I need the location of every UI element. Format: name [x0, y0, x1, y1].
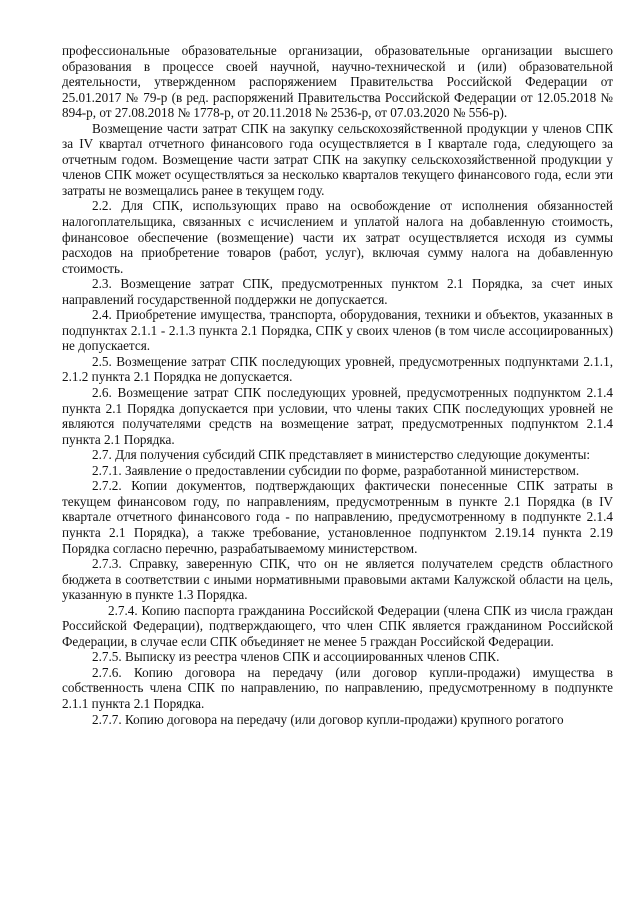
paragraph-continuation: профессиональные образовательные организации, образовательные организации высшего образования в процессе своей научной, научно-технической и (или) образовательной деятельности, утвержденном распоряжением Правительства Российской Федерации от 25.01.2017 № 79-р (в ред. распоряжений Правительства Российской Федерации от 12.05.2018 № 894-р, от 27.08.2018 № 1778-р, от 20.11.2018 № 2536-р, от 07.03.2020 № 556-р).	[62, 43, 613, 121]
paragraph-2-5: 2.5. Возмещение затрат СПК последующих уровней, предусмотренных подпунктами 2.1.1, 2.1.2 пункта 2.1 Порядка не допускается.	[62, 353, 613, 385]
paragraph-2-2: 2.2. Для СПК, использующих право на освобождение от исполнения обязанностей налогоплательщика, связанных с исчислением и уплатой налога на добавленную стоимость, финансовое обеспечение (возмещение) части их затрат осуществляется исходя из суммы расходов на приобретение товаров (работ, услуг), включая сумму налога на добавленную стоимость.	[62, 198, 613, 276]
paragraph-2-4: 2.4. Приобретение имущества, транспорта, оборудования, техники и объектов, указанных в подпунктах 2.1.1 - 2.1.3 пункта 2.1 Порядка, СПК у своих членов (в том числе ассоциированных) не допускается.	[62, 307, 613, 354]
document-body	[62, 43, 613, 727]
paragraph-2-3: 2.3. Возмещение затрат СПК, предусмотренных пунктом 2.1 Порядка, за счет иных направлений государственной поддержки не допускается.	[62, 276, 613, 307]
paragraph-2-7-3: 2.7.3. Справку, заверенную СПК, что он не является получателем средств областного бюджета в соответствии с иными нормативными правовыми актами Калужской области на цель, указанную в пункте 1.3 Порядка.	[62, 556, 613, 603]
paragraph-2-7-1: 2.7.1. Заявление о предоставлении субсидии по форме, разработанной министерством.	[92, 462, 580, 478]
paragraph-2-7-5: 2.7.5. Выписку из реестра членов СПК и ассоциированных членов СПК.	[92, 649, 500, 665]
paragraph-2-7-4: 2.7.4. Копию паспорта гражданина Российской Федерации (члена СПК из числа граждан Российской Федерации), подтверждающего, что член СПК является гражданином Российской Федерации, в случае если СПК объединяет не менее 5 граждан Российской Федерации.	[62, 602, 613, 649]
paragraph-2-7: 2.7. Для получения субсидий СПК представляет в министерство следующие документы:	[92, 447, 591, 463]
paragraph-2-7-6: 2.7.6. Копию договора на передачу (или договор купли-продажи) имущества в собственность члена СПК по направлению, по направлению, предусмотренному в подпункте 2.1.1 пункта 2.1 Порядка.	[62, 664, 613, 711]
paragraph-2-7-2: 2.7.2. Копии документов, подтверждающих фактически понесенные СПК затраты в текущем финансовом году, по направлениям, предусмотренным в пункте 2.1 Порядка (в IV квартале отчетного финансового года - по направлению, предусмотренному в подпункте 2.1.4 пункта 2.1 Порядка), а также требование, установленное подпунктом 2.19.14 пункта 2.19 Порядка согласно перечню, разрабатываемому министерством.	[62, 478, 613, 556]
paragraph-2-6: 2.6. Возмещение затрат СПК последующих уровней, предусмотренных подпунктом 2.1.4 пункта 2.1 Порядка допускается при условии, что члены таких СПК последующих уровней не являются получателями средств на возмещение затрат, предусмотренных подпунктом 2.1.4 пункта 2.1 Порядка.	[62, 385, 613, 447]
paragraph-reimbursement-q4: Возмещение части затрат СПК на закупку сельскохозяйственной продукции у членов СПК за IV квартал отчетного финансового года осуществляется в I квартале года, следующего за отчетным годом. Возмещение части затрат СПК на закупку сельскохозяйственной продукции у членов СПК может осуществляться за несколько кварталов текущего финансового года, если эти затраты не возмещались ранее в текущем году.	[62, 120, 613, 198]
paragraph-2-7-7: 2.7.7. Копию договора на передачу (или договор купли-продажи) крупного рогатого	[92, 711, 564, 727]
